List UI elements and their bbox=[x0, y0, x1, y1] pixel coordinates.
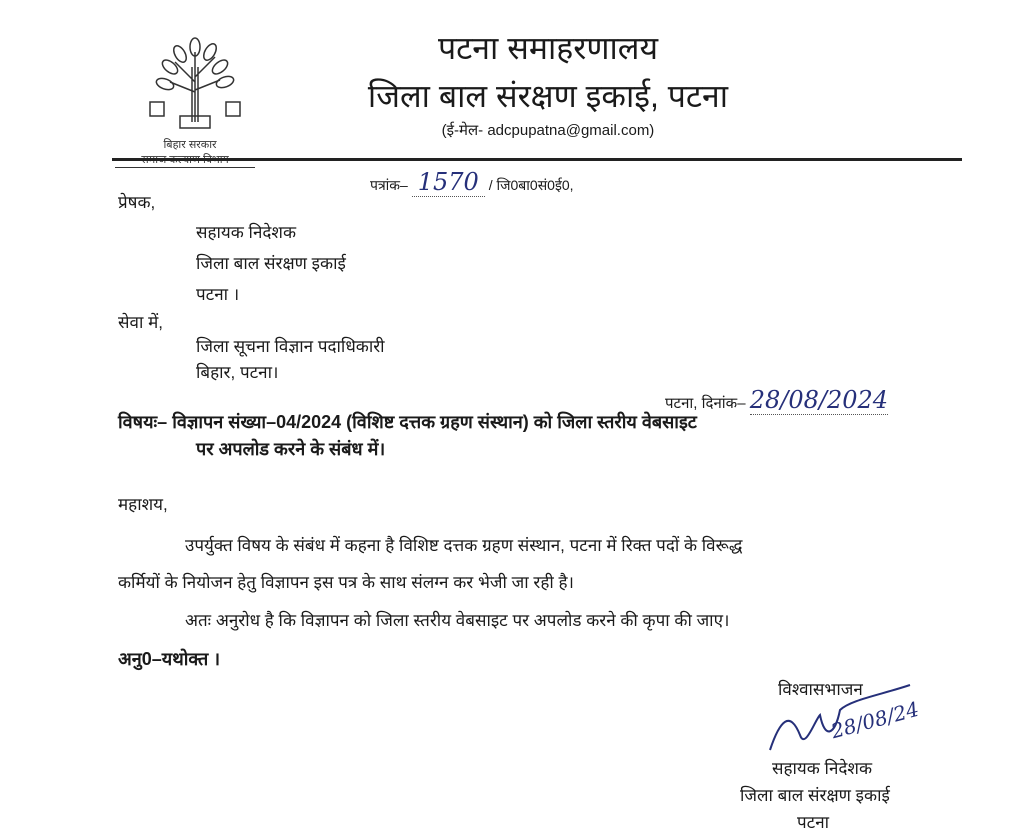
sender-line: जिला बाल संरक्षण इकाई bbox=[196, 254, 346, 273]
subject-line bbox=[118, 410, 697, 434]
header-divider bbox=[112, 158, 962, 161]
recipient-line: जिला सूचना विज्ञान पदाधिकारी bbox=[196, 337, 385, 356]
body-paragraph: कर्मियों के नियोजन हेतु विज्ञापन इस पत्र के साथ संलग्न कर भेजी जा रही है। bbox=[118, 573, 574, 592]
date-handwritten-value: 28/08/2024 bbox=[749, 386, 889, 414]
recipient-line: बिहार, पटना। bbox=[196, 363, 279, 382]
signature-date: 28/08/24 bbox=[828, 696, 922, 744]
date-label: पटना, दिनांक– bbox=[665, 395, 746, 412]
salutation: महाशय, bbox=[118, 495, 168, 514]
body-paragraph: अतः अनुरोध है कि विज्ञापन को जिला स्तरीय वेबसाइट पर अपलोड करने की कृपा की जाए। bbox=[185, 611, 730, 630]
subject-text: विज्ञापन संख्या–04/2024 (विशिष्ट दत्तक ग्रहण संस्थान) को जिला स्तरीय वेबसाइट bbox=[172, 412, 697, 432]
unit-title: जिला बाल संरक्षण इकाई, पटना bbox=[367, 78, 729, 114]
reference-suffix: / जि0बा0सं0ई0, bbox=[488, 177, 574, 193]
signatory-location: पटना bbox=[797, 813, 830, 832]
reference-handwritten-number: 1570 bbox=[412, 168, 485, 197]
signatory-designation: सहायक निदेशक bbox=[772, 759, 873, 778]
body-paragraph: उपर्युक्त विषय के संबंध में कहना है विशिष्ट दत्तक ग्रहण संस्थान, पटना में रिक्त पदों के विरूद्ध bbox=[185, 536, 743, 555]
letter-date bbox=[665, 386, 888, 414]
valediction: विश्वासभाजन bbox=[778, 680, 863, 699]
sender-label: प्रेषक, bbox=[118, 193, 156, 212]
reference-label: पत्रांक– bbox=[370, 177, 408, 193]
subject-text-continued: पर अपलोड करने के संबंध में। bbox=[196, 439, 386, 459]
sender-line: सहायक निदेशक bbox=[196, 223, 297, 242]
subject-label: विषयः– bbox=[118, 412, 168, 432]
signatory-office: जिला बाल संरक्षण इकाई bbox=[740, 786, 890, 805]
recipient-label: सेवा में, bbox=[118, 313, 163, 332]
sender-line: पटना । bbox=[196, 285, 240, 304]
enclosure-note: अनु0–यथोक्त । bbox=[118, 649, 221, 669]
office-email: (ई-मेल- adcpupatna@gmail.com) bbox=[441, 122, 655, 139]
logo-caption-government: बिहार सरकार bbox=[163, 139, 217, 151]
office-title: पटना समाहरणालय bbox=[437, 30, 659, 66]
reference-number bbox=[370, 168, 574, 196]
